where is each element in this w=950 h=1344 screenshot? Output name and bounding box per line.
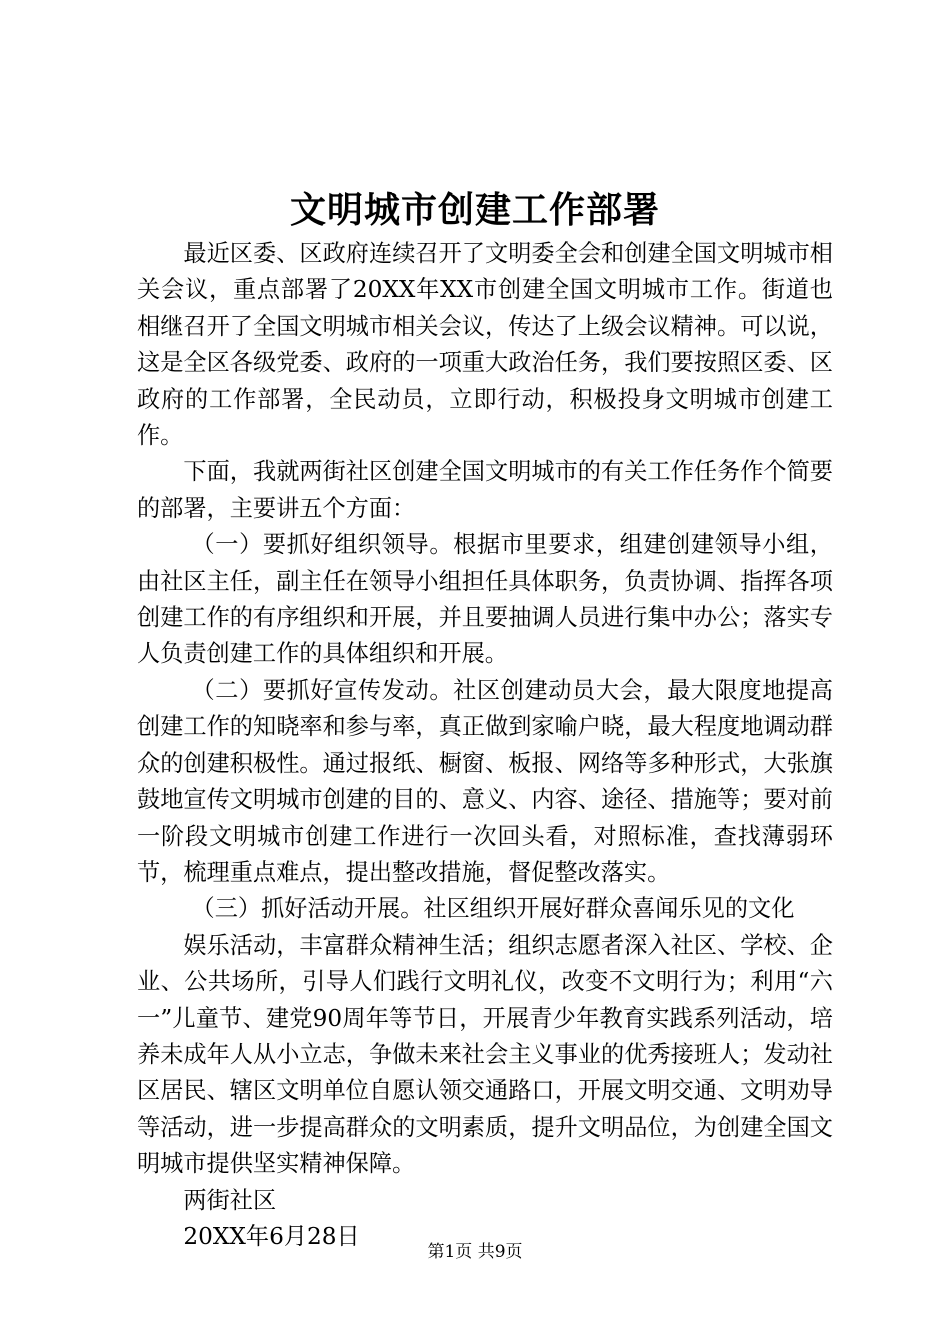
document-date: 20XX年6月28日 <box>183 1222 360 1250</box>
document-body <box>137 236 833 1255</box>
paragraph-section-2: （二）要抓好宣传发动。社区创建动员大会，最大限度地提高创建工作的知晓率和参与率，真正做到家喻户晓，最大程度地调动群众的创建积极性。通过报纸、橱窗、板报、网络等多种形式，大张旗鼓地宣传文明城市创建的目的、意义、内容、途径、措施等；要对前一阶段文明城市创建工作进行一次回头看，对照标准，查找薄弱环节，梳理重点难点，提出整改措施，督促整改落实。 <box>137 676 833 886</box>
document-title: 文明城市创建工作部署 <box>289 189 660 231</box>
paragraph-intro: 最近区委、区政府连续召开了文明委全会和创建全国文明城市相关会议，重点部署了20XX年XX市创建全国文明城市工作。街道也相继召开了全国文明城市相关会议，传达了上级会议精神。可以说，这是全区各级党委、政府的一项重大政治任务，我们要按照区委、区政府的工作部署，全民动员，立即行动，积极投身文明城市创建工作。 <box>137 240 833 450</box>
signature: 两街社区 <box>183 1186 277 1214</box>
paragraph-overview: 下面，我就两街社区创建全国文明城市的有关工作任务作个简要的部署，主要讲五个方面： <box>137 458 833 522</box>
paragraph-section-3: （三）抓好活动开展。社区组织开展好群众喜闻乐见的文化 <box>191 895 795 923</box>
page-number-footer: 第1页 共9页 <box>427 1242 523 1262</box>
paragraph-section-3-continued: 娱乐活动，丰富群众精神生活；组织志愿者深入社区、学校、企业、公共场所，引导人们践行文明礼仪，改变不文明行为；利用“六一”儿童节、建党90周年等节日，开展青少年教育实践系列活动，培养未成年人从小立志，争做未来社会主义事业的优秀接班人；发动社区居民、辖区文明单位自愿认领交通路口，开展文明交通、文明劝导等活动，进一步提高群众的文明素质，提升文明品位，为创建全国文明城市提供坚实精神保障。 <box>137 931 833 1178</box>
paragraph-section-1: （一）要抓好组织领导。根据市里要求，组建创建领导小组，由社区主任，副主任在领导小组担任具体职务，负责协调、指挥各项创建工作的有序组织和开展，并且要抽调人员进行集中办公；落实专人负责创建工作的具体组织和开展。 <box>137 531 833 668</box>
